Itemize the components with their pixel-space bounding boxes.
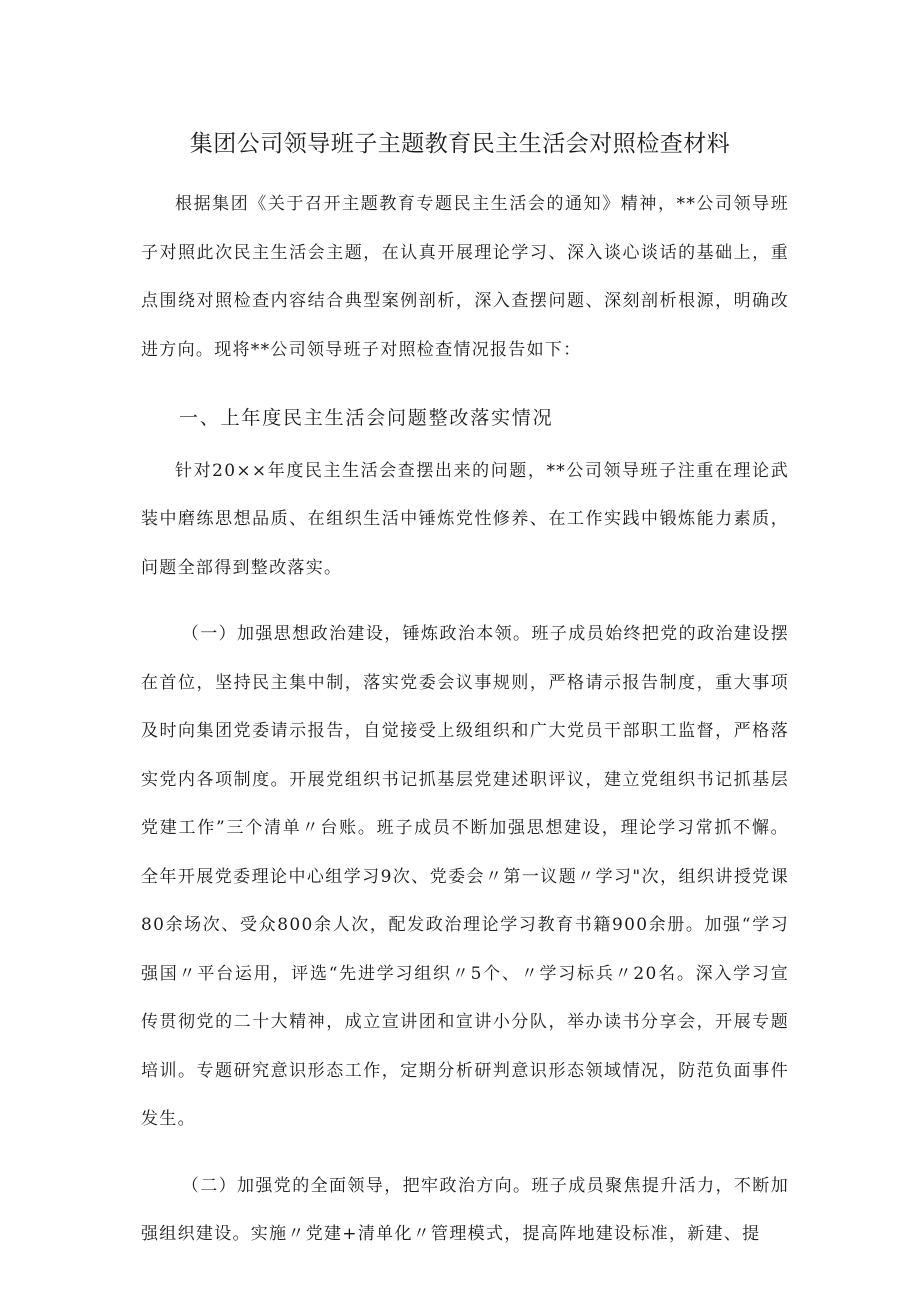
section-heading-1: 一、上年度民主生活会问题整改落实情况 [179, 407, 554, 429]
document-body [141, 180, 789, 1259]
intro-paragraph: 根据集团《关于召开主题教育专题民主生活会的通知》精神，**公司领导班子对照此次民主生活会主题，在认真开展理论学习、深入谈心谈话的基础上，重点围绕对照检查内容结合典型案例剖析，深入查摆问题、深刻剖析根源，明确改进方向。现将**公司领导班子对照检查情况报告如下： [141, 194, 789, 360]
subsection-2-paragraph: （二）加强党的全面领导，把牢政治方向。班子成员聚焦提升活力，不断加强组织建设。实施〃党建+清单化〃管理模式，提高阵地建设标准，新建、提 [141, 1175, 789, 1244]
subsection-1-paragraph: （一）加强思想政治建设，锤炼政治本领。班子成员始终把党的政治建设摆在首位，坚持民主集中制，落实党委会议事规则，严格请示报告制度，重大事项及时向集团党委请示报告，自觉接受上级组织和广大党员干部职工监督，严格落实党内各项制度。开展党组织书记抓基层党建述职评议，建立党组织书记抓基层党建工作”三个清单〃台账。班子成员不断加强思想建设，理论学习常抓不懈。全年开展党委理论中心组学习9次、党委会〃第一议题〃学习"次，组织讲授党课80余场次、受众800余人次，配发政治理论学习教育书籍900余册。加强“学习强国〃平台运用，评选“先进学习组织〃5个、〃学习标兵〃20名。深入学习宣传贯彻党的二十大精神，成立宣讲团和宣讲小分队，举办读书分享会，开展专题培训。专题研究意识形态工作，定期分析研判意识形态领域情况，防范负面事件发生。 [141, 624, 789, 1129]
document-title: 集团公司领导班子主题教育民主生活会对照检查材料 [189, 131, 731, 157]
section-1-paragraph: 针对20××年度民主生活会查摆出来的问题，**公司领导班子注重在理论武装中磨练思想品质、在组织生活中锤炼党性修养、在工作实践中锻炼能力素质，问题全部得到整改落实。 [141, 460, 789, 578]
